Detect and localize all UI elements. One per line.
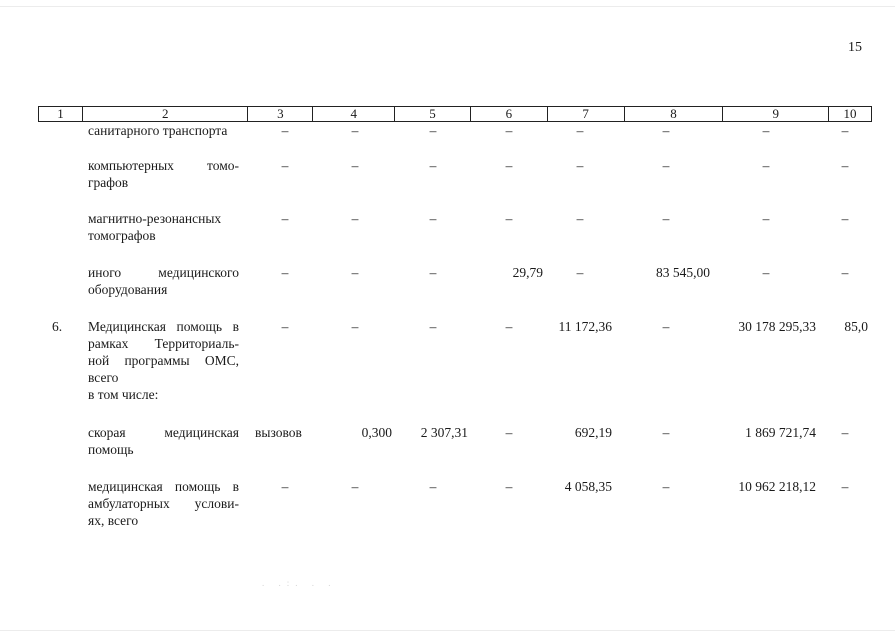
- cell-c10: –: [841, 158, 849, 173]
- cell-c3: –: [281, 158, 289, 173]
- header-col-4: 4: [312, 107, 394, 121]
- cell-c7: –: [576, 265, 584, 280]
- cell-c6: –: [505, 425, 513, 440]
- row-label-line: всего: [88, 370, 119, 385]
- row-label-line: скорая медицинская: [88, 425, 239, 440]
- row-label-line: иного медицинского: [88, 265, 239, 280]
- cell-c5: –: [429, 211, 437, 226]
- cell-c8: –: [662, 479, 670, 494]
- cell-c5: 2 307,31: [420, 425, 468, 440]
- row-label-line: в том числе:: [88, 387, 159, 402]
- header-col-5: 5: [394, 107, 470, 121]
- cell-c6: –: [505, 158, 513, 173]
- cell-c4: –: [351, 158, 359, 173]
- cell-c3: вызовов: [255, 425, 302, 440]
- cell-c4: –: [351, 211, 359, 226]
- cell-c8: –: [662, 211, 670, 226]
- row-label-line: магнитно-резонансных: [88, 211, 222, 226]
- cell-c6: –: [505, 123, 513, 138]
- row-label-line: оборудования: [88, 282, 168, 297]
- scan-artifact: . .:. . .: [262, 578, 337, 588]
- row-label-line: санитарного транспорта: [88, 123, 228, 138]
- cell-c10: –: [841, 211, 849, 226]
- cell-c10: –: [841, 123, 849, 138]
- header-col-6: 6: [470, 107, 547, 121]
- cell-c8: –: [662, 319, 670, 334]
- scan-edge-bottom: [0, 630, 895, 631]
- row-label-line: ях, всего: [88, 513, 139, 528]
- cell-c4: –: [351, 123, 359, 138]
- cell-c8: –: [662, 123, 670, 138]
- row-label: [88, 122, 239, 139]
- row-label-line: помощь: [88, 442, 134, 457]
- row-label: [88, 157, 239, 191]
- cell-c6: –: [505, 479, 513, 494]
- header-col-3: 3: [247, 107, 312, 121]
- cell-c4: 0,300: [361, 425, 392, 440]
- header-col-1: 1: [57, 106, 64, 121]
- row-label-line: графов: [88, 175, 129, 190]
- row-label: [88, 210, 239, 244]
- cell-c7: –: [576, 158, 584, 173]
- cell-c5: –: [429, 265, 437, 280]
- cell-c6: –: [505, 319, 513, 334]
- row-label-line: томографов: [88, 228, 156, 243]
- cell-c9: –: [762, 123, 770, 138]
- cell-c3: –: [281, 265, 289, 280]
- column-number-header: [38, 106, 872, 122]
- cell-c5: –: [429, 319, 437, 334]
- cell-c3: –: [281, 123, 289, 138]
- cell-c8: –: [662, 158, 670, 173]
- header-col-2: 2: [82, 107, 248, 121]
- row-label-line: амбулаторных услови-: [88, 496, 239, 511]
- header-col-10: 10: [828, 107, 871, 121]
- cell-c9: –: [762, 158, 770, 173]
- row-label: [88, 478, 239, 529]
- cell-c3: –: [281, 479, 289, 494]
- row-label: [88, 318, 239, 403]
- cell-c8: 83 545,00: [656, 265, 710, 280]
- cell-c5: –: [429, 158, 437, 173]
- cell-c7: –: [576, 211, 584, 226]
- cell-c9: –: [762, 265, 770, 280]
- cell-c10: –: [841, 479, 849, 494]
- cell-c10: –: [841, 265, 849, 280]
- cell-c5: –: [429, 479, 437, 494]
- cell-c9: –: [762, 211, 770, 226]
- row-label-line: компьютерных томо-: [88, 158, 239, 173]
- cell-c9: 1 869 721,74: [745, 425, 816, 440]
- header-col-9: 9: [722, 107, 828, 121]
- cell-c3: –: [281, 319, 289, 334]
- header-col-7: 7: [547, 107, 624, 121]
- cell-c7: 11 172,36: [558, 319, 612, 334]
- row-label: [88, 424, 239, 458]
- cell-c7: 4 058,35: [564, 479, 612, 494]
- cell-c7: 692,19: [574, 425, 612, 440]
- row-number: 6.: [52, 319, 63, 334]
- scan-edge-top: [0, 6, 895, 7]
- cell-c4: –: [351, 265, 359, 280]
- row-label: [88, 264, 239, 298]
- row-label-line: рамках Территориаль-: [88, 336, 239, 351]
- header-col-8: 8: [624, 107, 723, 121]
- page-number: 15: [848, 40, 862, 55]
- row-label-line: Медицинская помощь в: [88, 319, 239, 334]
- cell-c9: 10 962 218,12: [738, 479, 816, 494]
- row-label-line: медицинская помощь в: [88, 479, 239, 494]
- row-label-line: ной программы ОМС,: [88, 353, 239, 368]
- cell-c6: 29,79: [512, 265, 543, 280]
- cell-c4: –: [351, 319, 359, 334]
- cell-c5: –: [429, 123, 437, 138]
- cell-c7: –: [576, 123, 584, 138]
- cell-c6: –: [505, 211, 513, 226]
- cell-c8: –: [662, 425, 670, 440]
- cell-c10: –: [841, 425, 849, 440]
- cell-c9: 30 178 295,33: [738, 319, 816, 334]
- cell-c4: –: [351, 479, 359, 494]
- cell-c3: –: [281, 211, 289, 226]
- cell-c10: 85,0: [844, 319, 868, 334]
